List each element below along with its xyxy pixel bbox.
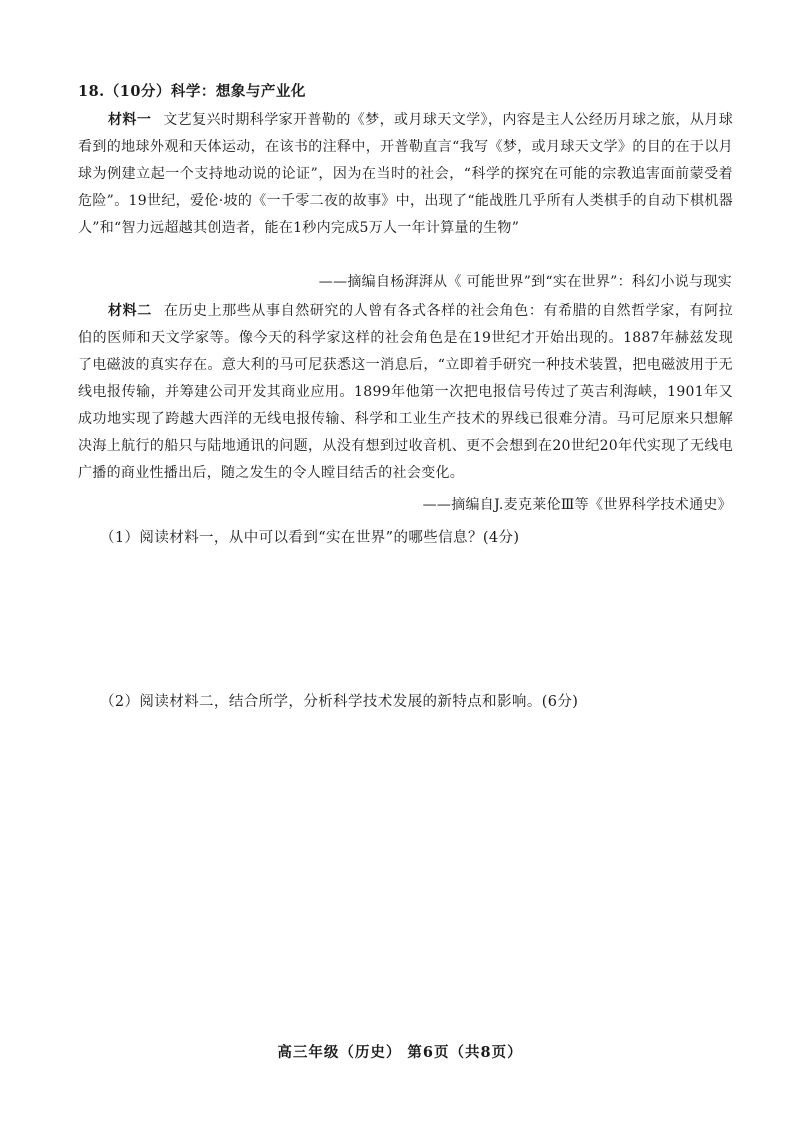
material-one-text: 文艺复兴时期科学家开普勒的《梦，或月球天文学》，内容是主人公经历月球之旅，从月球看到的地球外观和天体运动，在该书的注释中，开普勒直言“我写《梦，或月球天文学》的目的在于以月球为例建立起一个支持地动说的论证”，因为在当时的社会，“科学的探究在可能的宗教追害面前蒙受着危险”。19世纪，爱伦·坡的《一千零二夜的故事》中，出现了“能战胜几乎所有人类棋手的自动下棋机器人”和“智力远超越其创造者，能在1秒内完成5万人一年计算量的生物”	[78, 112, 733, 236]
question-title: 18.（10分）科学：想象与产业化	[78, 83, 306, 100]
sub-question-2: （2）阅读材料二，结合所学，分析科学技术发展的新特点和影响。(6分)	[100, 694, 579, 710]
material-one-paragraph	[78, 107, 733, 242]
material-one-source: ——摘编自杨湃湃从《 可能世界”到“实在世界”：科幻小说与现实	[318, 274, 732, 290]
material-one-label: 材料一	[108, 112, 152, 128]
material-two-label: 材料二	[108, 303, 152, 319]
material-two-paragraph	[78, 298, 733, 487]
sub-question-1: （1）阅读材料一，从中可以看到“实在世界”的哪些信息？(4分)	[100, 530, 520, 546]
material-two-text: 在历史上那些从事自然研究的人曾有各式各样的社会角色：有希腊的自然哲学家，有阿拉伯的医师和天文学家等。像今天的科学家这样的社会角色是在19世纪才开始出现的。1887年赫兹发现了电磁波的真实存在。意大利的马可尼获悉这一消息后，“立即着手研究一种技术装置，把电磁波用于无线电报传输，并筹建公司开发其商业应用。1899年他第一次把电报信号传过了英吉利海峡，1901年又成功地实现了跨越大西洋的无线电报传输、科学和工业生产技术的界线已很难分清。马可尼原来只想解决海上航行的船只与陆地通讯的问题，从没有想到过收音机、更不会想到在20世纪20年代实现了无线电广播的商业性播出后，随之发生的令人瞠目结舌的社会变化。	[78, 303, 733, 481]
page-footer: 高三年级（历史） 第6页（共8页）	[277, 1044, 523, 1061]
material-two-source: ——摘编自J.麦克莱伦Ⅲ等《世界科学技术通史》	[422, 497, 732, 513]
